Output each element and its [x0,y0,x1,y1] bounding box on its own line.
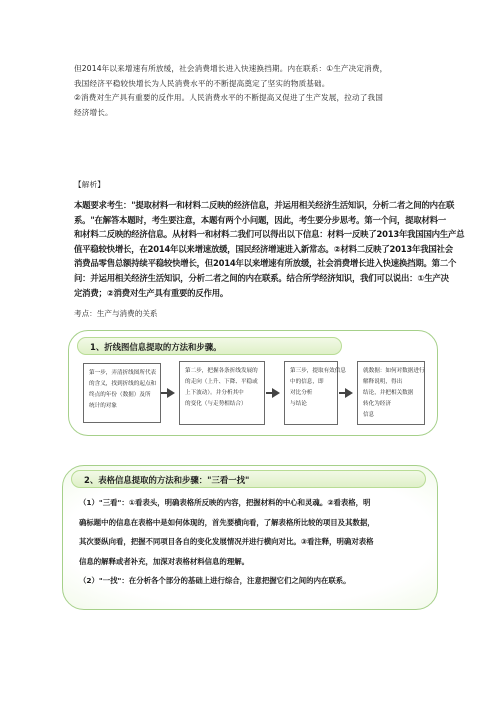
table-method-text [79,493,429,591]
arrow-right-icon [272,388,280,398]
table-method-line: （1）"三看"：①看表头，明确表格所反映的内容，把握材料的中心和灵魂。②看表格，明 [79,498,371,507]
arrow-right-icon [167,388,175,398]
intro-line: ②消费对生产具有重要的反作用。人民消费水平的不断提高又促进了生产发展，拉动了我国 [74,93,383,103]
analysis-line: 定消费；②消费对生产具有重要的反作用。 [74,287,229,298]
table-method-line: 信息的解释或者补充，加深对表格材料信息的理解。 [79,556,249,566]
table-method-line: 确标题中的信息在表格中是如何体现的，首先要横向看，了解表格所比较的项目及其数据， [79,517,375,527]
step-box-2: 第二步，把握各条折线发展的 的走向（上升、下降、平稳或 上下波动）。并分析其中 的变化（与走势相结合） [179,361,265,425]
step-box-1: 第一步，弄清折线图所代表 的含义，找到折线的起点和 终点的年份（数据）及所 统计的对象 [83,363,161,423]
table-method-line: （2）"一找"：在分析各个部分的基础上进行综合，注意把握它们之间的内在联系。 [79,576,351,586]
arrow-right-icon [345,388,353,398]
step-box-4: 就数据：如何对数据进行 解释说明，得出 结论，并把相关数据 转化为经济 信息 [357,361,425,425]
intro-paragraph [74,62,434,120]
linechart-method-box [68,330,438,436]
analysis-line: 问：并运用相关经济生活知识，分析二者之间的内在联系。结合所学经济知识，我们可以说出：①生产决 [74,272,449,283]
step-box-3: 第三步，提取有效信息 中的信息，即 对比分析 与结论 [284,361,338,425]
table-method-line: 其次要纵向看，把握不同项目各自的变化发展情况并进行横向对比。③看注释，明确对表格 [79,537,374,547]
intro-line: 但2014年以来增速有所放缓，社会消费增长进入快速换挡期。内在联系：①生产决定消费， [74,64,388,73]
table-method-title: 2、表格信息提取的方法和步骤："三看一找" [71,470,426,488]
topic-line: 考点：生产与消费的关系 [74,309,158,318]
analysis-header: 【解析】 [74,180,105,189]
analysis-line: 系。"在解答本题时，考生要注意，本题有两个小问题，因此，考生要分步思考。第一个问，提取材料一 [74,214,447,225]
analysis-line: 和材料二反映的经济信息。从材料一和材料二我们可以得出以下信息：材料一反映了2013年我国国内生产总 [74,229,465,240]
analysis-line: 消费品零售总额持续平稳较快增长，但2014年以来增速有所放缓，社会消费增长进入快速换挡期。第二个 [74,258,457,269]
analysis-line: 值平稳较快增长，在2014年以来增速放缓，国民经济增速进入新常态。②材料二反映了2013年我国社会 [74,243,453,254]
linechart-method-title: 1、折线图信息提取的方法和步骤。 [77,337,342,355]
analysis-line: 本题要求考生："提取材料一和材料二反映的经济信息，并运用相关经济生活知识，分析二者之间的内在联 [74,200,455,210]
table-method-box [62,465,438,610]
analysis-paragraph [74,198,465,300]
intro-line: 经济增长。 [74,107,113,117]
intro-line: 我国经济平稳较快增长为人民消费水平的不断提高奠定了坚实的物质基础。 [74,78,330,88]
